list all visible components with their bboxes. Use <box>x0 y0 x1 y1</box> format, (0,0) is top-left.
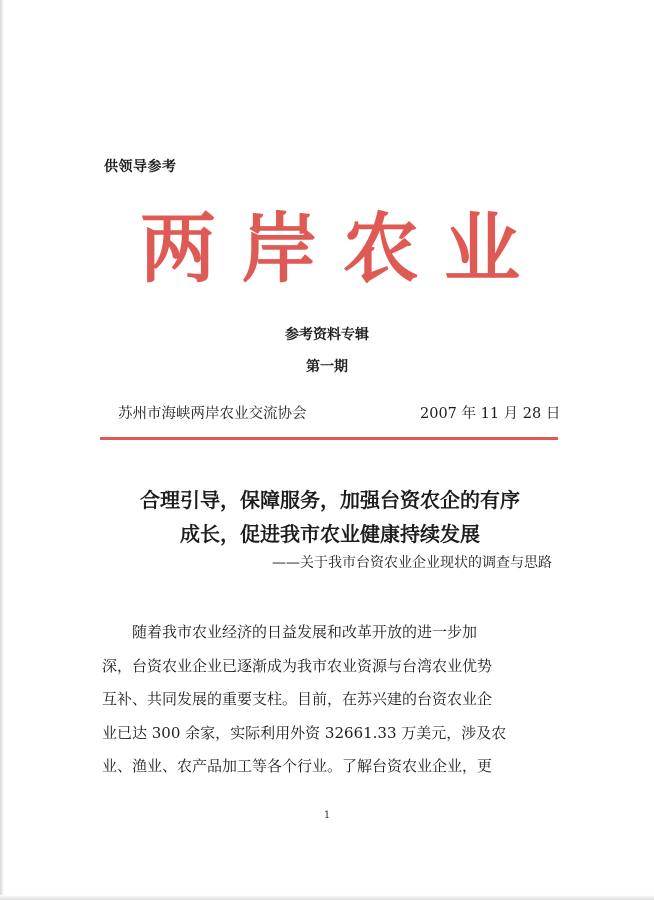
issue-date: 2007 年 11 月 28 日 <box>420 406 561 422</box>
article-title-line: 成长，促进我市农业健康持续发展 <box>180 522 480 546</box>
reference-label: 供领导参考 <box>104 159 177 175</box>
body-line: 业已达 300 余家，实际利用外资 32661.33 万美元，涉及农 <box>102 723 507 742</box>
scan-edge-bottom <box>0 895 654 900</box>
body-line: 业、渔业、农产品加工等各个行业。了解台资农业企业，更 <box>102 757 493 775</box>
masthead-char: 农 <box>342 203 419 293</box>
masthead-title <box>140 192 520 292</box>
article-title-line: 合理引导，保障服务，加强台资农企的有序 <box>140 488 520 512</box>
article-body <box>102 616 554 784</box>
article-byline: ——关于我市台资农业企业现状的调查与思路 <box>272 555 552 571</box>
body-line: 深，台资农业企业已逐渐成为我市农业资源与台湾农业优势 <box>102 656 493 675</box>
scan-edge-left <box>0 0 4 900</box>
header-divider <box>100 437 558 440</box>
body-line: 互补、共同发展的重要支柱。目前，在苏兴建的台资农业企 <box>102 690 493 708</box>
article-title <box>90 483 570 551</box>
masthead-char: 岸 <box>241 203 318 293</box>
page-number: 1 <box>323 810 331 821</box>
masthead-char: 两 <box>140 203 216 293</box>
issue-number: 第一期 <box>306 359 348 375</box>
issuing-organization: 苏州市海峡两岸农业交流协会 <box>118 406 307 422</box>
masthead-char: 业 <box>443 203 520 293</box>
body-line: 随着我市农业经济的日益发展和改革开放的进一步加 <box>132 623 478 641</box>
publication-subtitle: 参考资料专辑 <box>285 327 369 343</box>
